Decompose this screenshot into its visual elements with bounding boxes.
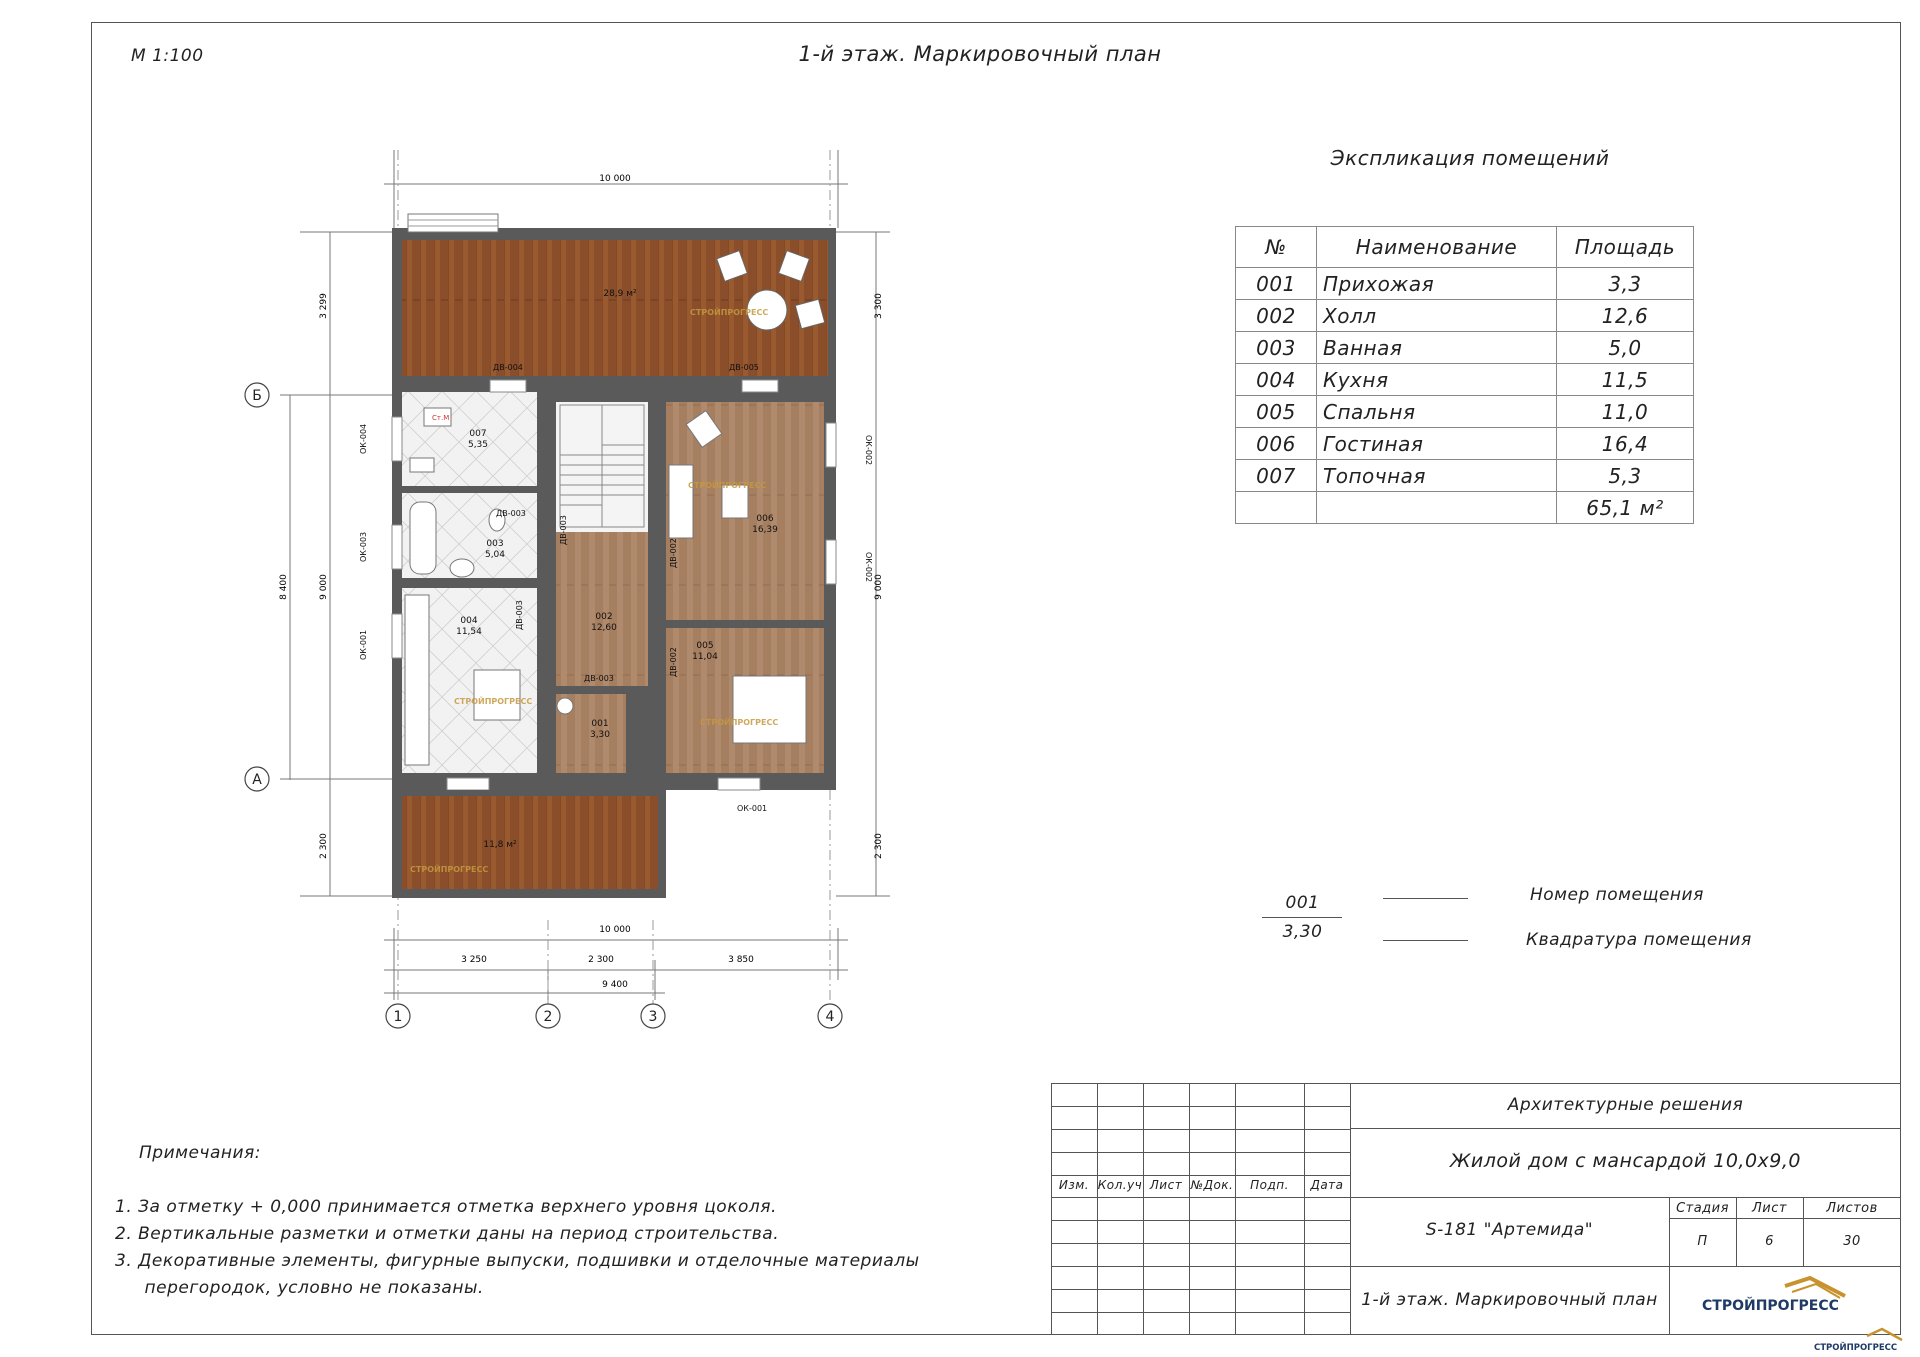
row-num: 001 xyxy=(1236,268,1317,300)
sheet-number: 6 xyxy=(1765,1234,1774,1249)
label-dv004: ДВ-004 xyxy=(493,363,523,372)
corner-logo-text: СТРОЙПРОГРЕСС xyxy=(1814,1343,1898,1353)
table-header-row xyxy=(1236,227,1694,268)
room-006-area: 16,39 xyxy=(752,525,778,535)
project-code: S-181 "Артемида" xyxy=(1425,1220,1594,1240)
explication-table xyxy=(1235,226,1694,524)
axis-a-label: А xyxy=(252,772,262,788)
terrace-bottom-floor xyxy=(402,796,658,889)
floor-plan xyxy=(0,0,1000,1060)
dim-left-4: 2 300 xyxy=(319,833,329,859)
legend-num-label: Номер помещения xyxy=(1530,885,1704,905)
row-area: 5,3 xyxy=(1557,460,1694,492)
room-002-area: 12,60 xyxy=(591,623,617,633)
header-name: Наименование xyxy=(1317,227,1557,268)
label-dv005: ДВ-005 xyxy=(729,363,759,372)
legend-area-label: Квадратура помещения xyxy=(1526,930,1752,950)
table-row xyxy=(1236,300,1694,332)
header-num: № xyxy=(1236,227,1317,268)
company-logo xyxy=(1700,1276,1875,1326)
explication-title: Экспликация помещений xyxy=(1330,146,1610,170)
label-dv003b: ДВ-003 xyxy=(584,674,614,683)
dim-bottom-1: 3 250 xyxy=(461,955,487,965)
row-name: Топочная xyxy=(1317,460,1557,492)
boiler-label: Ст.М xyxy=(432,414,450,422)
table-total-row xyxy=(1236,492,1694,524)
row-num: 002 xyxy=(1236,300,1317,332)
room-002-num: 002 xyxy=(595,612,613,622)
dim-bottom-total: 10 000 xyxy=(599,925,631,935)
note-item: 1. За отметку + 0,000 принимается отметка верхнего уровня цоколя. xyxy=(115,1197,777,1217)
terrace-steps xyxy=(408,214,498,232)
corner-logo xyxy=(1812,1326,1917,1354)
dim-right-1: 3 300 xyxy=(874,293,884,319)
sheets-label: Листов xyxy=(1826,1201,1878,1216)
dim-right-3: 2 300 xyxy=(874,833,884,859)
total-area: 65,1 м² xyxy=(1557,492,1694,524)
dim-bottom-3: 3 850 xyxy=(728,955,754,965)
scale-label: М 1:100 xyxy=(131,46,204,66)
sheet-label: Лист xyxy=(1752,1201,1787,1216)
row-area: 5,0 xyxy=(1557,332,1694,364)
table-row xyxy=(1236,460,1694,492)
room-003-area: 5,04 xyxy=(484,550,506,560)
label-ok001b: ОК-001 xyxy=(737,804,768,813)
watermark: СТРОЙПРОГРЕСС xyxy=(688,481,767,490)
row-num: 005 xyxy=(1236,396,1317,428)
row-name: Холл xyxy=(1317,300,1557,332)
section-name: Архитектурные решения xyxy=(1507,1095,1744,1115)
sheets-total: 30 xyxy=(1843,1234,1861,1249)
label-ok003: ОК-003 xyxy=(359,531,368,562)
col-podp: Подп. xyxy=(1250,1178,1289,1192)
dim-left-1: 3 299 xyxy=(319,293,329,319)
room-001-area: 3,30 xyxy=(589,730,611,740)
table-row xyxy=(1236,428,1694,460)
row-area: 3,3 xyxy=(1557,268,1694,300)
col-data: Дата xyxy=(1310,1178,1344,1192)
row-name: Гостиная xyxy=(1317,428,1557,460)
sheet-title: 1-й этаж. Маркировочный план xyxy=(798,42,1162,66)
stage-value: П xyxy=(1697,1234,1708,1249)
legend-sample-num: 001 xyxy=(1285,893,1320,913)
notes-title: Примечания: xyxy=(139,1143,261,1163)
col-list: Лист xyxy=(1149,1178,1183,1192)
row-name: Ванная xyxy=(1317,332,1557,364)
roof-icon xyxy=(1867,1329,1902,1340)
legend-sample-area: 3,30 xyxy=(1282,922,1323,942)
dim-left-2: 8 400 xyxy=(279,574,289,600)
terrace-top-area: 28,9 м² xyxy=(603,289,637,299)
dim-right-2: 9 000 xyxy=(874,574,884,600)
dim-bottom-2: 2 300 xyxy=(588,955,614,965)
room-006-num: 006 xyxy=(756,514,774,524)
watermark: СТРОЙПРОГРЕСС xyxy=(690,308,769,317)
watermark: СТРОЙПРОГРЕСС xyxy=(700,718,779,727)
table-row xyxy=(1236,268,1694,300)
roof-icon xyxy=(1785,1278,1845,1296)
dim-left-3: 9 000 xyxy=(319,574,329,600)
row-name: Прихожая xyxy=(1317,268,1557,300)
room-003-num: 003 xyxy=(486,539,504,549)
note-item: перегородок, условно не показаны. xyxy=(115,1278,484,1298)
label-dv002b: ДВ-002 xyxy=(669,647,678,677)
table-row xyxy=(1236,364,1694,396)
room-004-num: 004 xyxy=(460,616,478,626)
axis-3-label: 3 xyxy=(648,1009,658,1025)
row-area: 11,5 xyxy=(1557,364,1694,396)
row-num: 004 xyxy=(1236,364,1317,396)
label-ok002a: ОК-002 xyxy=(864,435,873,466)
table-row xyxy=(1236,332,1694,364)
col-izm: Изм. xyxy=(1058,1178,1090,1192)
label-dv003v2: ДВ-003 xyxy=(515,600,524,630)
room-001-num: 001 xyxy=(591,719,609,729)
company-name: СТРОЙПРОГРЕСС xyxy=(1702,1298,1839,1314)
project-name: Жилой дом с мансардой 10,0х9,0 xyxy=(1449,1150,1802,1172)
row-name: Спальня xyxy=(1317,396,1557,428)
room-005-area: 11,04 xyxy=(692,652,718,662)
row-area: 11,0 xyxy=(1557,396,1694,428)
axis-b-label: Б xyxy=(252,388,262,404)
row-name: Кухня xyxy=(1317,364,1557,396)
row-num: 007 xyxy=(1236,460,1317,492)
room-007-num: 007 xyxy=(469,429,487,439)
watermark: СТРОЙПРОГРЕСС xyxy=(410,865,489,874)
room-007-area: 5,35 xyxy=(467,440,489,450)
label-dv003a: ДВ-003 xyxy=(496,509,526,518)
axis-4-label: 4 xyxy=(825,1009,835,1025)
col-doc: №Док. xyxy=(1190,1178,1234,1192)
table-row xyxy=(1236,396,1694,428)
dim-top: 10 000 xyxy=(599,174,631,184)
label-ok002b: ОК-002 xyxy=(864,552,873,583)
col-koluch: Кол.уч xyxy=(1097,1178,1143,1192)
legend-leader-2 xyxy=(1383,940,1468,941)
room-004-area: 11,54 xyxy=(456,627,482,637)
label-ok004: ОК-004 xyxy=(359,423,368,454)
axis-2-label: 2 xyxy=(543,1009,553,1025)
row-area: 16,4 xyxy=(1557,428,1694,460)
note-item: 2. Вертикальные разметки и отметки даны на период строительства. xyxy=(115,1224,780,1244)
axis-1-label: 1 xyxy=(393,1009,403,1025)
note-item: 3. Декоративные элементы, фигурные выпуски, подшивки и отделочные материалы xyxy=(115,1251,920,1271)
terrace-bottom-area: 11,8 м² xyxy=(483,840,517,850)
header-area: Площадь xyxy=(1557,227,1694,268)
row-num: 003 xyxy=(1236,332,1317,364)
legend-leader-1 xyxy=(1383,898,1468,899)
sheet-name: 1-й этаж. Маркировочный план xyxy=(1361,1290,1658,1310)
stage-label: Стадия xyxy=(1676,1201,1729,1216)
legend-divider xyxy=(1262,917,1342,918)
label-dv002a: ДВ-002 xyxy=(669,538,678,568)
row-num: 006 xyxy=(1236,428,1317,460)
dim-bottom-overall: 9 400 xyxy=(602,980,628,990)
label-ok001-left: ОК-001 xyxy=(359,629,368,660)
room-005-num: 005 xyxy=(696,641,714,651)
label-dv003v: ДВ-003 xyxy=(559,515,568,545)
row-area: 12,6 xyxy=(1557,300,1694,332)
watermark: СТРОЙПРОГРЕСС xyxy=(454,697,533,706)
